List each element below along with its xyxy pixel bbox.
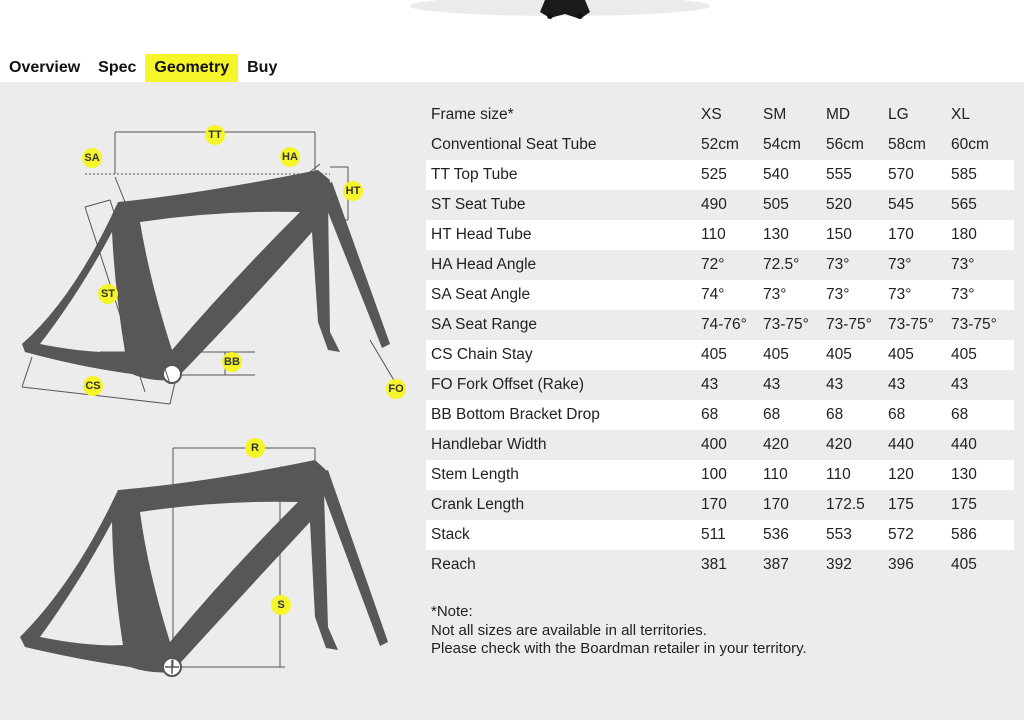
table-row (426, 490, 1014, 520)
table-cell: 525 (696, 160, 758, 190)
table-row-label: Reach (431, 556, 476, 573)
table-row-label: FO Fork Offset (Rake) (431, 376, 585, 393)
table-row (426, 340, 1014, 370)
table-cell: 73° (888, 256, 912, 273)
table-cell: 73-75° (951, 316, 997, 333)
label-ht-badge (343, 181, 363, 201)
table-row-label: BB Bottom Bracket Drop (426, 400, 696, 430)
table-row (426, 550, 1014, 580)
svg-text:FO: FO (388, 383, 404, 395)
table-row (426, 400, 1014, 430)
table-header-cell: XL (951, 106, 970, 123)
table-row (426, 250, 1014, 280)
geometry-panel (0, 82, 1024, 720)
table-cell: 68 (758, 400, 821, 430)
tab-spec[interactable]: Spec (98, 59, 137, 76)
table-cell: 405 (758, 340, 821, 370)
table-cell: 52cm (701, 136, 739, 153)
table-row-label: HT Head Tube (426, 220, 696, 250)
table-cell: 68 (821, 400, 883, 430)
table-cell: 545 (888, 196, 914, 213)
table-cell: 405 (883, 340, 946, 370)
svg-text:SA: SA (84, 152, 100, 164)
table-cell: 170 (701, 496, 727, 513)
table-row (426, 430, 1014, 460)
table-header-cell: LG (888, 106, 909, 123)
table-row (426, 130, 1014, 160)
table-cell: 110 (696, 220, 758, 250)
table-cell: 585 (946, 160, 1014, 190)
table-cell: 180 (946, 220, 1014, 250)
table-cell: 172.5 (826, 496, 865, 513)
table-row (426, 520, 1014, 550)
label-bb-badge (222, 352, 242, 372)
table-cell: 100 (696, 460, 758, 490)
table-cell: 43 (701, 376, 719, 393)
table-cell: 120 (883, 460, 946, 490)
label-tt-badge (205, 125, 225, 145)
table-cell: 73-75° (888, 316, 934, 333)
frame-bottom-diagram (20, 460, 338, 672)
table-cell: 405 (821, 340, 883, 370)
table-header-cell: Frame size* (431, 106, 514, 123)
table-cell: 381 (701, 556, 727, 573)
table-cell: 420 (763, 436, 789, 453)
table-cell: 58cm (888, 136, 926, 153)
bike-product-image (400, 0, 720, 28)
table-cell: 73-75° (826, 316, 872, 333)
table-cell: 405 (951, 556, 977, 573)
svg-text:BB: BB (224, 356, 240, 368)
label-cs-badge (83, 376, 103, 396)
note-line-2: Please check with the Boardman retailer in your territory. (431, 640, 807, 657)
table-row (426, 310, 1014, 340)
table-cell: 586 (946, 520, 1014, 550)
table-row-label: HA Head Angle (431, 256, 537, 273)
table-cell: 73° (826, 256, 850, 273)
table-header-cell: MD (826, 106, 851, 123)
svg-text:ST: ST (100, 288, 116, 300)
table-cell: 400 (701, 436, 727, 453)
table-row-label: Stack (426, 520, 696, 550)
label-r-badge (245, 438, 265, 458)
table-cell: 73° (946, 280, 1014, 310)
table-cell: 440 (888, 436, 914, 453)
table-cell: 73° (821, 280, 883, 310)
svg-text:HT: HT (345, 185, 361, 197)
table-row-label: Crank Length (431, 496, 525, 513)
table-cell: 565 (951, 196, 977, 213)
table-row (426, 160, 1014, 190)
label-sa-badge (82, 148, 102, 168)
table-cell: 405 (946, 340, 1014, 370)
table-row-label: SA Seat Range (431, 316, 537, 333)
table-cell: 68 (696, 400, 758, 430)
tab-bar (0, 54, 286, 82)
table-cell: 60cm (951, 136, 989, 153)
table-cell: 420 (826, 436, 852, 453)
table-cell: 505 (763, 196, 789, 213)
label-ha-badge (280, 147, 300, 167)
label-st-badge (98, 284, 118, 304)
table-cell: 490 (701, 196, 727, 213)
table-cell: 130 (946, 460, 1014, 490)
frame-top-diagram (22, 170, 340, 380)
note-line-1: Not all sizes are available in all territories. (431, 621, 707, 639)
table-cell: 43 (888, 376, 906, 393)
table-row (426, 370, 1014, 400)
geometry-table-container (426, 100, 1014, 580)
table-cell: 555 (821, 160, 883, 190)
label-s-badge (271, 595, 291, 615)
tab-buy[interactable]: Buy (247, 59, 278, 76)
svg-text:R: R (251, 442, 259, 454)
table-cell: 74-76° (701, 316, 747, 333)
table-row-label: Handlebar Width (431, 436, 547, 453)
table-cell: 520 (826, 196, 852, 213)
table-cell: 536 (758, 520, 821, 550)
table-cell: 405 (696, 340, 758, 370)
table-cell: 73° (951, 256, 975, 273)
table-cell: 43 (763, 376, 781, 393)
table-row-label: SA Seat Angle (426, 280, 696, 310)
table-row (426, 190, 1014, 220)
table-row (426, 460, 1014, 490)
table-cell: 392 (826, 556, 852, 573)
note-title: *Note: (431, 603, 473, 620)
table-row-label: Stem Length (426, 460, 696, 490)
table-cell: 387 (763, 556, 789, 573)
table-row-label: Conventional Seat Tube (431, 136, 597, 153)
table-cell: 572 (883, 520, 946, 550)
table-cell: 511 (696, 520, 758, 550)
table-cell: 175 (888, 496, 914, 513)
table-cell: 553 (821, 520, 883, 550)
table-row (426, 220, 1014, 250)
table-row-label: CS Chain Stay (426, 340, 696, 370)
table-cell: 72° (701, 256, 725, 273)
table-cell: 73-75° (763, 316, 809, 333)
table-cell: 73° (758, 280, 821, 310)
table-cell: 43 (951, 376, 969, 393)
table-cell: 170 (883, 220, 946, 250)
tab-overview[interactable]: Overview (9, 59, 81, 76)
table-cell: 170 (763, 496, 789, 513)
table-cell: 110 (758, 460, 821, 490)
geometry-diagram (0, 82, 425, 720)
table-cell: 54cm (763, 136, 801, 153)
table-cell: 73° (883, 280, 946, 310)
label-fo-badge (386, 379, 406, 399)
table-cell: 175 (951, 496, 977, 513)
table-row-label: ST Seat Tube (431, 196, 526, 213)
table-cell: 56cm (826, 136, 864, 153)
table-header-row (426, 100, 1014, 130)
svg-text:CS: CS (85, 380, 101, 392)
table-row-label: TT Top Tube (426, 160, 696, 190)
table-cell: 540 (758, 160, 821, 190)
svg-text:TT: TT (208, 129, 222, 141)
table-cell: 68 (946, 400, 1014, 430)
svg-text:S: S (277, 599, 285, 611)
svg-text:HA: HA (282, 151, 298, 163)
table-cell: 110 (821, 460, 883, 490)
table-cell: 440 (951, 436, 977, 453)
geometry-table (426, 100, 1014, 580)
table-row (426, 280, 1014, 310)
availability-note (431, 603, 807, 659)
table-cell: 68 (883, 400, 946, 430)
table-header-cell: SM (763, 106, 787, 123)
table-cell: 72.5° (763, 256, 800, 273)
table-header-cell: XS (701, 106, 722, 123)
table-cell: 396 (888, 556, 914, 573)
table-cell: 130 (758, 220, 821, 250)
tab-geometry[interactable]: Geometry (145, 54, 238, 82)
table-cell: 74° (696, 280, 758, 310)
table-cell: 43 (826, 376, 844, 393)
table-cell: 570 (883, 160, 946, 190)
table-cell: 150 (821, 220, 883, 250)
